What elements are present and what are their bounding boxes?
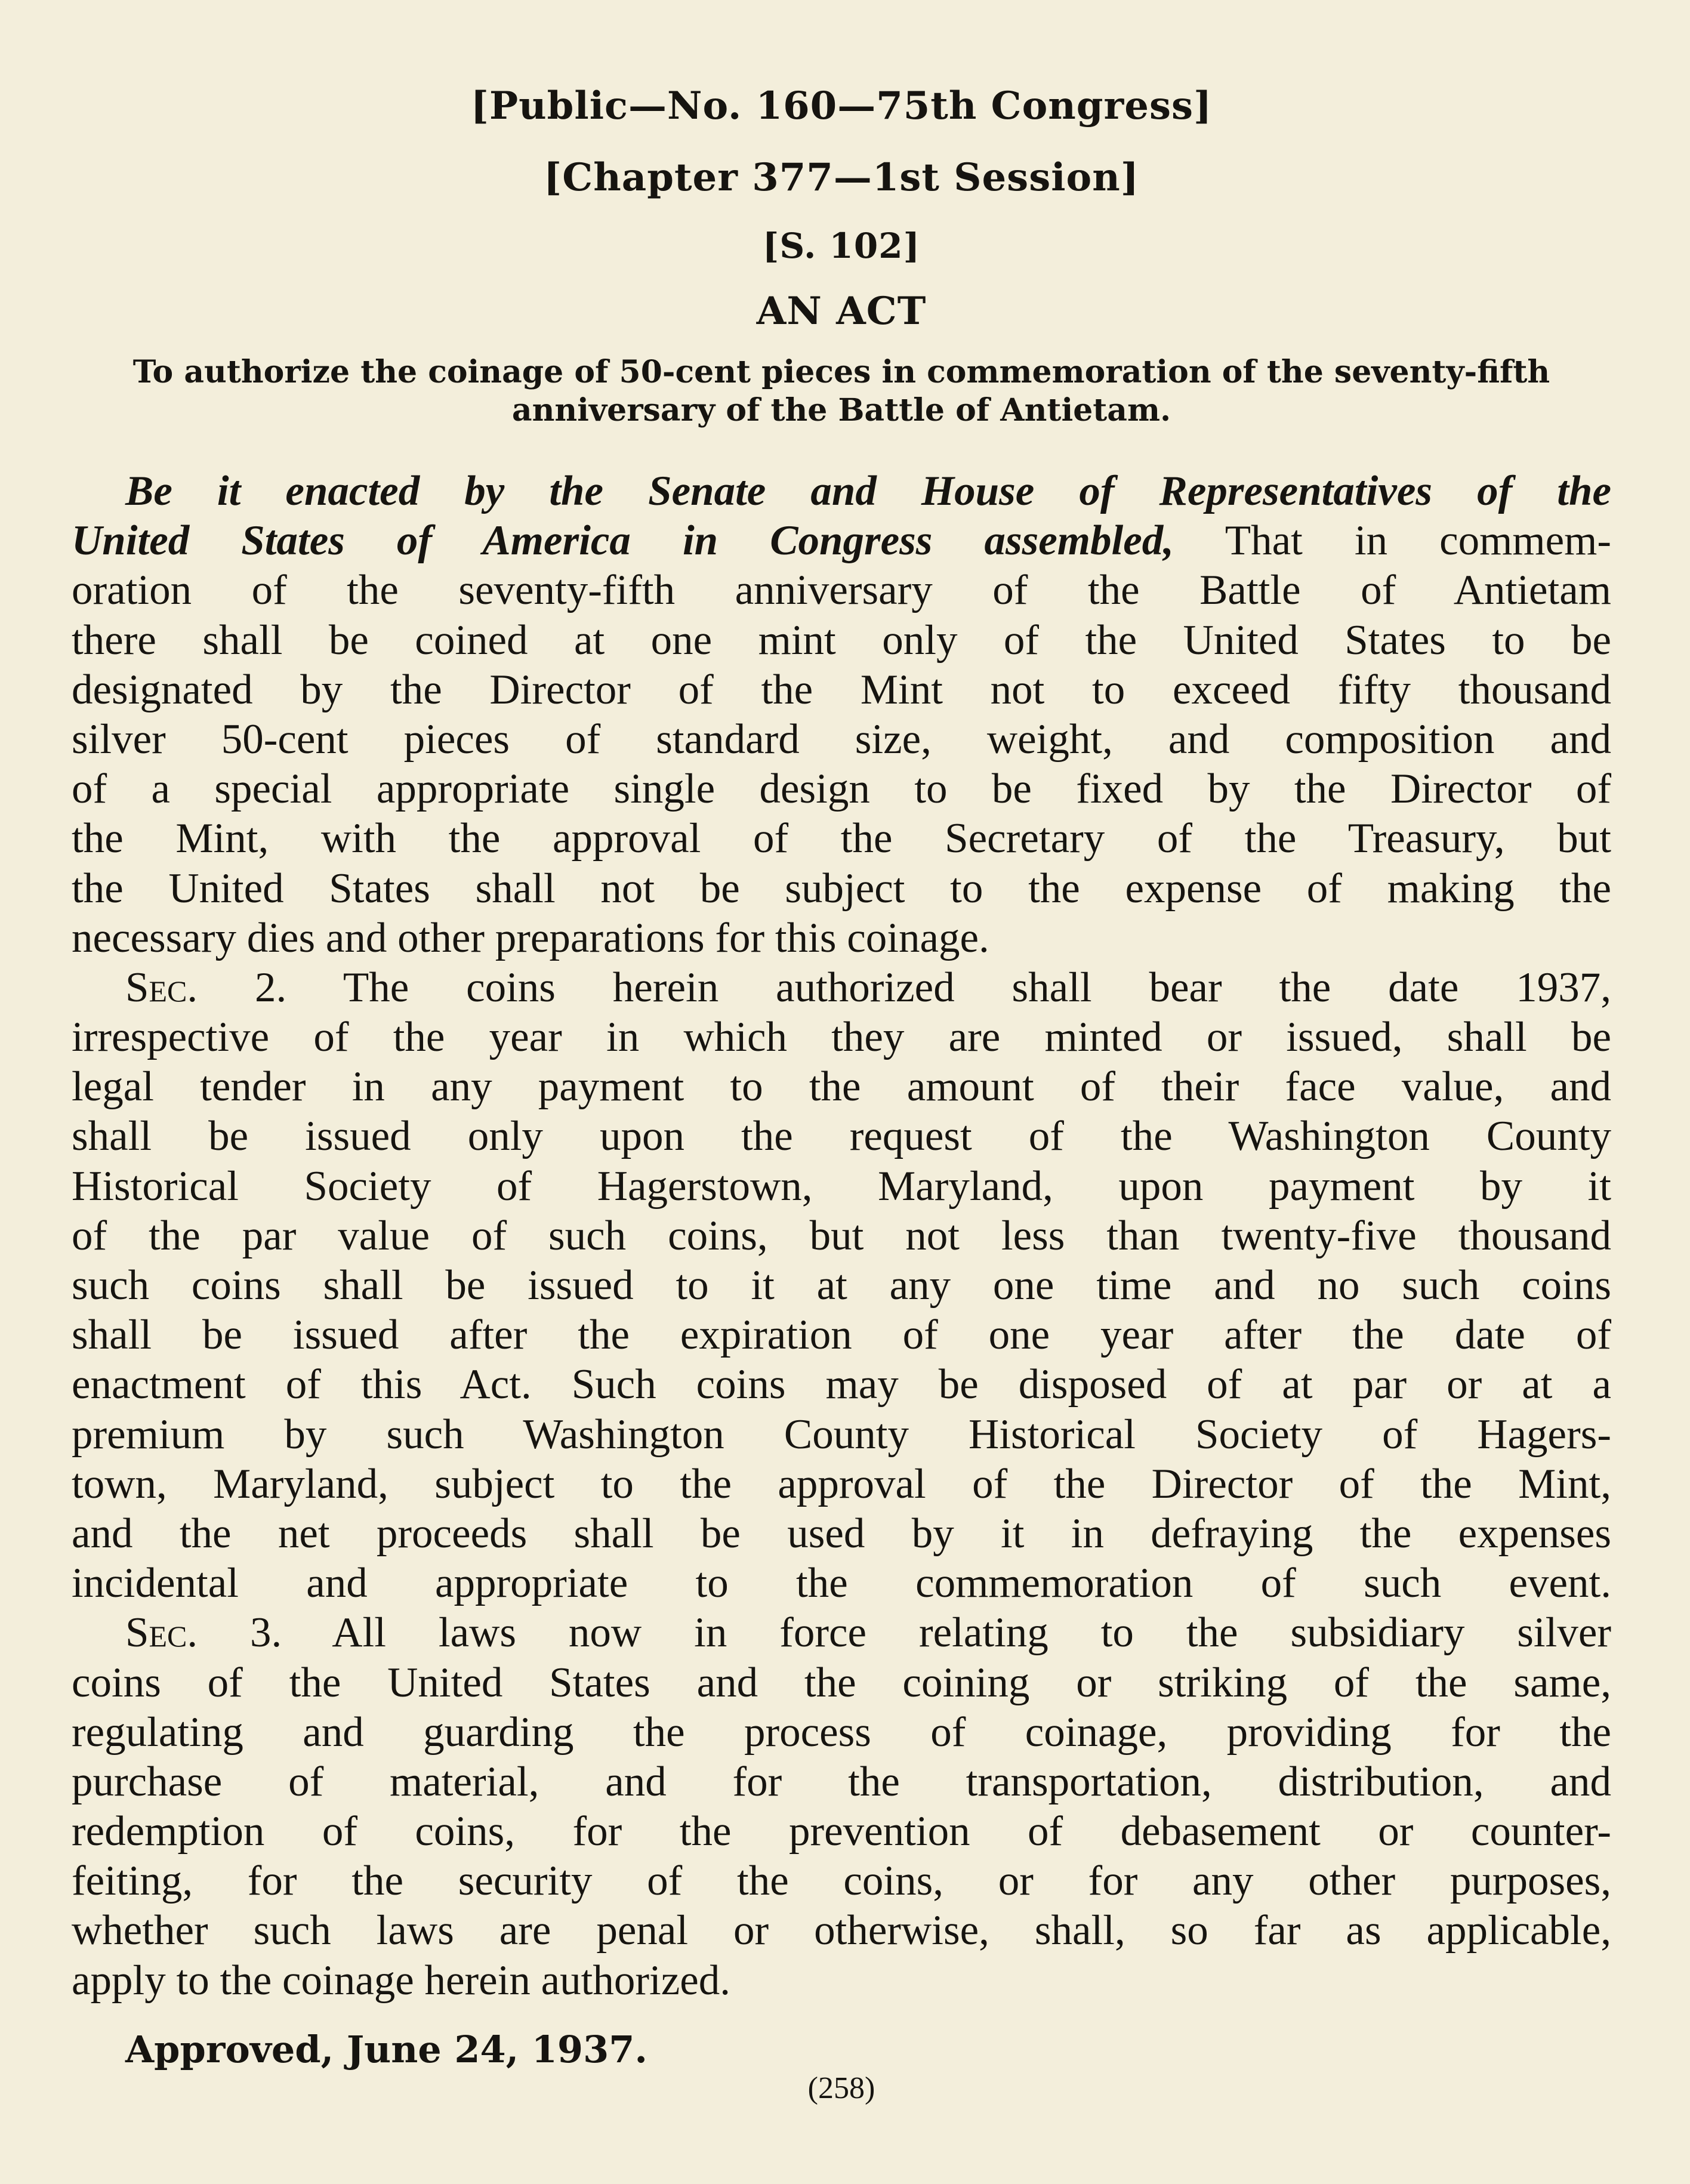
section-1-line: designated by the Director of the Mint not to exceed fifty thousand (72, 666, 1611, 713)
section-2-line: enactment of this Act. Such coins may be disposed of at par or at a (72, 1361, 1611, 1408)
section-3-text: All laws now in force relating to the subsidiary silver (282, 1609, 1611, 1656)
section-1-line: oration of the seventy-fifth anniversary of the Battle of Antietam (72, 567, 1611, 614)
chapter-heading: [Chapter 377—1st Session] (543, 155, 1140, 200)
section-3-line: coins of the United States and the coining or striking of the same, (72, 1659, 1611, 1706)
section-3-line: regulating and guarding the process of coinage, providing for the (72, 1708, 1611, 1756)
page-number: (258) (807, 2071, 875, 2105)
section-2-line: shall be issued only upon the request of the Washington County (72, 1113, 1611, 1160)
section-2-line: irrespective of the year in which they are minted or issued, shall be (72, 1014, 1611, 1061)
section-1-line: of a special appropriate single design to be fixed by the Director of (72, 766, 1611, 813)
section-1-line: there shall be coined at one mint only of the United States to be (72, 616, 1611, 664)
act-title: AN ACT (756, 289, 927, 334)
section-3-label: Sec. 3. (125, 1609, 282, 1656)
section-2-label: Sec. 2. (125, 964, 287, 1011)
section-2-line: such coins shall be issued to it at any one time and no such coins (72, 1262, 1611, 1309)
act-purpose-line-2: anniversary of the Battle of Antietam. (511, 392, 1171, 428)
section-2-line: incidental and appropriate to the commemoration of such event. (72, 1560, 1611, 1607)
section-1-line: silver 50-cent pieces of standard size, weight, and composition and (72, 715, 1611, 763)
document-page (72, 0, 1611, 2184)
section-3-line: whether such laws are penal or otherwise, shall, so far as applicable, (72, 1907, 1611, 1954)
section-2-line: premium by such Washington County Historical Society of Hagers- (72, 1411, 1611, 1458)
section-1-start: That in commem- (1173, 517, 1612, 564)
act-purpose (72, 353, 1611, 430)
section-2-text: The coins herein authorized shall bear the date 1937, (286, 964, 1611, 1011)
section-3-line: apply to the coinage herein authorized. (72, 1957, 731, 2004)
section-2-line: town, Maryland, subject to the approval of the Director of the Mint, (72, 1460, 1611, 1507)
section-2-line (72, 963, 1611, 1013)
bill-number: [S. 102] (762, 226, 921, 266)
section-3-line: purchase of material, and for the transportation, distribution, and (72, 1758, 1611, 1805)
section-2-line: shall be issued after the expiration of one year after the date of (72, 1312, 1611, 1359)
section-2-line: Historical Society of Hagerstown, Maryland, upon payment by it (72, 1162, 1611, 1210)
section-1-line: necessary dies and other preparations for this coinage. (72, 914, 989, 961)
section-2-line: and the net proceeds shall be used by it in defraying the expenses (72, 1510, 1611, 1557)
enacting-clause-line (72, 516, 1611, 566)
act-purpose-line-1: To authorize the coinage of 50-cent pieces in commemoration of the seventy-fifth (132, 354, 1550, 390)
section-3-line: feiting, for the security of the coins, or for any other purposes, (72, 1858, 1611, 1905)
enacting-clause-line: Be it enacted by the Senate and House of Representatives of the (125, 468, 1611, 514)
enacting-clause-italic: United States of America in Congress assembled, (72, 517, 1174, 564)
section-3-line: redemption of coins, for the prevention of debasement or counter- (72, 1808, 1611, 1855)
public-law-heading: [Public—No. 160—75th Congress] (470, 84, 1213, 128)
section-3-line (72, 1608, 1611, 1658)
section-1-line: the Mint, with the approval of the Secretary of the Treasury, but (72, 815, 1611, 862)
act-body (72, 467, 1611, 2006)
approval-date: Approved, June 24, 1937. (125, 2028, 647, 2071)
section-2-line: legal tender in any payment to the amount of their face value, and (72, 1063, 1611, 1110)
section-1-line: the United States shall not be subject to the expense of making the (72, 865, 1611, 912)
section-2-line: of the par value of such coins, but not less than twenty-five thousand (72, 1212, 1611, 1259)
